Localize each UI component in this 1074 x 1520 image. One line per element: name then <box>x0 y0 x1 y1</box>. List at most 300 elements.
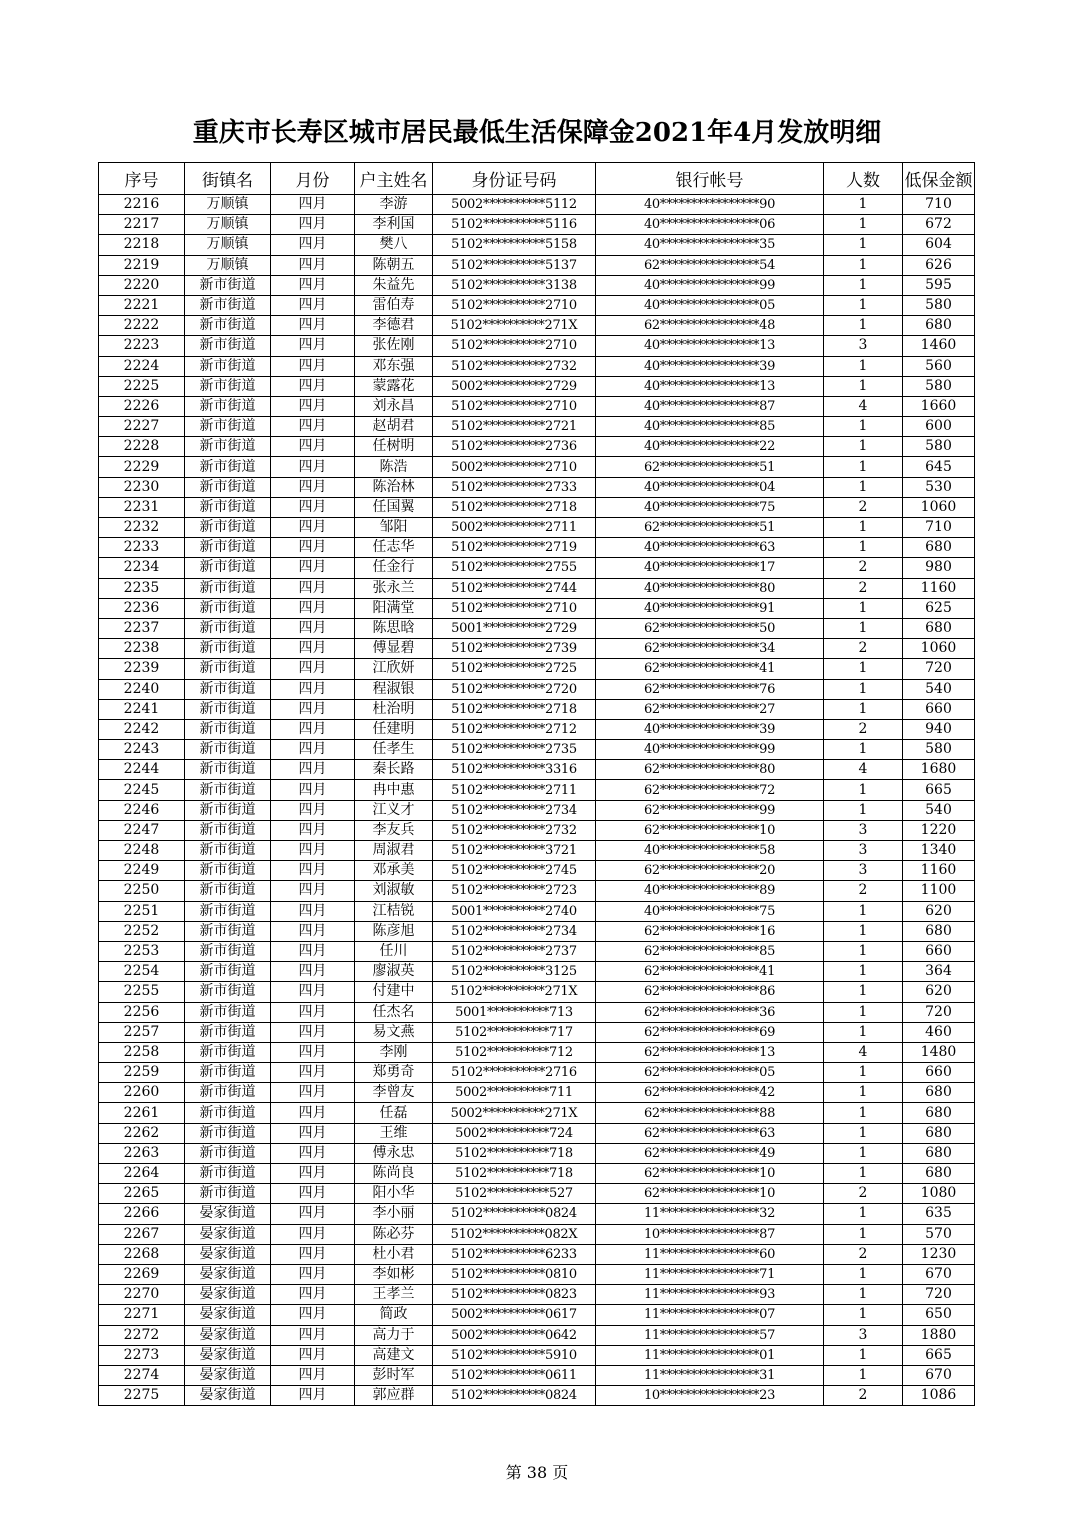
cell-month: 四月 <box>271 1164 355 1184</box>
cell-id-number: 5102**********5158 <box>433 235 596 255</box>
cell-serial: 2264 <box>99 1164 185 1184</box>
cell-month: 四月 <box>271 941 355 961</box>
table-row <box>99 1123 975 1143</box>
cell-id-number: 5102**********2734 <box>433 800 596 820</box>
cell-id-number: 5102**********0810 <box>433 1264 596 1284</box>
cell-serial: 2228 <box>99 437 185 457</box>
cell-town: 新市街道 <box>185 1103 271 1123</box>
cell-people-count: 1 <box>824 1204 903 1224</box>
cell-people-count: 2 <box>824 497 903 517</box>
cell-month: 四月 <box>271 316 355 336</box>
cell-bank-account: 40****************17 <box>596 558 824 578</box>
cell-bank-account: 62****************48 <box>596 316 824 336</box>
cell-id-number: 5102**********2710 <box>433 336 596 356</box>
cell-serial: 2253 <box>99 941 185 961</box>
cell-id-number: 5102**********3721 <box>433 841 596 861</box>
table-row <box>99 396 975 416</box>
cell-householder: 任志华 <box>355 538 433 558</box>
cell-householder: 王孝兰 <box>355 1285 433 1305</box>
cell-bank-account: 40****************13 <box>596 336 824 356</box>
cell-bank-account: 11****************31 <box>596 1365 824 1385</box>
cell-serial: 2230 <box>99 477 185 497</box>
cell-amount: 940 <box>903 719 975 739</box>
cell-serial: 2248 <box>99 841 185 861</box>
cell-serial: 2235 <box>99 578 185 598</box>
table-row <box>99 1002 975 1022</box>
cell-id-number: 5102**********0824 <box>433 1386 596 1406</box>
cell-householder: 李利国 <box>355 215 433 235</box>
cell-people-count: 1 <box>824 901 903 921</box>
cell-id-number: 5102**********712 <box>433 1042 596 1062</box>
cell-bank-account: 11****************93 <box>596 1285 824 1305</box>
cell-amount: 680 <box>903 618 975 638</box>
cell-serial: 2247 <box>99 820 185 840</box>
cell-town: 新市街道 <box>185 982 271 1002</box>
cell-amount: 1680 <box>903 760 975 780</box>
cell-householder: 彭时军 <box>355 1365 433 1385</box>
cell-month: 四月 <box>271 1305 355 1325</box>
cell-id-number: 5102**********2737 <box>433 941 596 961</box>
cell-householder: 陈朝五 <box>355 255 433 275</box>
cell-householder: 李小丽 <box>355 1204 433 1224</box>
table-row <box>99 841 975 861</box>
cell-householder: 高建文 <box>355 1345 433 1365</box>
cell-month: 四月 <box>271 1063 355 1083</box>
table-row <box>99 982 975 1002</box>
cell-amount: 580 <box>903 376 975 396</box>
cell-bank-account: 40****************75 <box>596 901 824 921</box>
table-row <box>99 679 975 699</box>
table-row <box>99 1386 975 1406</box>
cell-town: 晏家街道 <box>185 1264 271 1284</box>
cell-people-count: 2 <box>824 1184 903 1204</box>
cell-town: 新市街道 <box>185 841 271 861</box>
cell-amount: 710 <box>903 195 975 215</box>
cell-people-count: 1 <box>824 1022 903 1042</box>
table-row <box>99 497 975 517</box>
cell-month: 四月 <box>271 841 355 861</box>
cell-amount: 680 <box>903 1143 975 1163</box>
cell-bank-account: 40****************05 <box>596 295 824 315</box>
cell-id-number: 5002**********724 <box>433 1123 596 1143</box>
cell-serial: 2263 <box>99 1143 185 1163</box>
table-row <box>99 760 975 780</box>
cell-people-count: 1 <box>824 1305 903 1325</box>
cell-serial: 2251 <box>99 901 185 921</box>
cell-amount: 1340 <box>903 841 975 861</box>
table-row <box>99 861 975 881</box>
cell-month: 四月 <box>271 760 355 780</box>
cell-amount: 680 <box>903 538 975 558</box>
table-row <box>99 316 975 336</box>
cell-householder: 刘永昌 <box>355 396 433 416</box>
cell-people-count: 1 <box>824 1224 903 1244</box>
cell-bank-account: 10****************23 <box>596 1386 824 1406</box>
cell-amount: 720 <box>903 1285 975 1305</box>
cell-householder: 江义才 <box>355 800 433 820</box>
table-row <box>99 639 975 659</box>
cell-id-number: 5102**********2720 <box>433 679 596 699</box>
cell-month: 四月 <box>271 962 355 982</box>
cell-amount: 635 <box>903 1204 975 1224</box>
table-row <box>99 1143 975 1163</box>
cell-month: 四月 <box>271 639 355 659</box>
cell-town: 新市街道 <box>185 1022 271 1042</box>
cell-bank-account: 40****************91 <box>596 598 824 618</box>
cell-serial: 2220 <box>99 275 185 295</box>
cell-id-number: 5102**********2725 <box>433 659 596 679</box>
cell-serial: 2242 <box>99 719 185 739</box>
table-row <box>99 1103 975 1123</box>
cell-serial: 2271 <box>99 1305 185 1325</box>
cell-serial: 2223 <box>99 336 185 356</box>
header-id-number: 身份证号码 <box>433 163 596 195</box>
cell-householder: 陈浩 <box>355 457 433 477</box>
cell-bank-account: 62****************51 <box>596 518 824 538</box>
cell-serial: 2238 <box>99 639 185 659</box>
cell-serial: 2250 <box>99 881 185 901</box>
cell-householder: 任建明 <box>355 719 433 739</box>
cell-month: 四月 <box>271 921 355 941</box>
cell-id-number: 5002**********271X <box>433 1103 596 1123</box>
cell-people-count: 1 <box>824 538 903 558</box>
cell-amount: 680 <box>903 1083 975 1103</box>
cell-householder: 杜小君 <box>355 1244 433 1264</box>
cell-amount: 626 <box>903 255 975 275</box>
cell-people-count: 1 <box>824 1103 903 1123</box>
cell-householder: 王维 <box>355 1123 433 1143</box>
cell-id-number: 5102**********2745 <box>433 861 596 881</box>
cell-people-count: 1 <box>824 921 903 941</box>
cell-town: 晏家街道 <box>185 1305 271 1325</box>
cell-id-number: 5002**********0642 <box>433 1325 596 1345</box>
cell-serial: 2229 <box>99 457 185 477</box>
cell-id-number: 5002**********2729 <box>433 376 596 396</box>
cell-town: 新市街道 <box>185 275 271 295</box>
cell-month: 四月 <box>271 497 355 517</box>
cell-bank-account: 40****************13 <box>596 376 824 396</box>
cell-people-count: 1 <box>824 1345 903 1365</box>
table-row <box>99 1042 975 1062</box>
table-row <box>99 417 975 437</box>
cell-amount: 720 <box>903 1002 975 1022</box>
cell-serial: 2258 <box>99 1042 185 1062</box>
cell-town: 新市街道 <box>185 437 271 457</box>
cell-town: 新市街道 <box>185 699 271 719</box>
cell-serial: 2240 <box>99 679 185 699</box>
cell-month: 四月 <box>271 235 355 255</box>
cell-amount: 1060 <box>903 639 975 659</box>
cell-town: 万顺镇 <box>185 195 271 215</box>
cell-householder: 郭应群 <box>355 1386 433 1406</box>
cell-serial: 2218 <box>99 235 185 255</box>
cell-bank-account: 40****************90 <box>596 195 824 215</box>
cell-people-count: 1 <box>824 659 903 679</box>
cell-id-number: 5002**********2710 <box>433 457 596 477</box>
cell-bank-account: 62****************34 <box>596 639 824 659</box>
cell-id-number: 5102**********2734 <box>433 921 596 941</box>
cell-bank-account: 11****************07 <box>596 1305 824 1325</box>
cell-people-count: 1 <box>824 457 903 477</box>
cell-month: 四月 <box>271 820 355 840</box>
table-row <box>99 1083 975 1103</box>
cell-id-number: 5102**********0611 <box>433 1365 596 1385</box>
cell-serial: 2237 <box>99 618 185 638</box>
cell-month: 四月 <box>271 518 355 538</box>
cell-people-count: 1 <box>824 235 903 255</box>
cell-amount: 680 <box>903 1103 975 1123</box>
cell-bank-account: 40****************85 <box>596 417 824 437</box>
cell-town: 新市街道 <box>185 316 271 336</box>
table-row <box>99 820 975 840</box>
cell-householder: 陈思晗 <box>355 618 433 638</box>
cell-householder: 任金行 <box>355 558 433 578</box>
cell-month: 四月 <box>271 699 355 719</box>
cell-bank-account: 62****************13 <box>596 1042 824 1062</box>
cell-people-count: 1 <box>824 1063 903 1083</box>
cell-householder: 任国翼 <box>355 497 433 517</box>
cell-amount: 660 <box>903 1063 975 1083</box>
cell-month: 四月 <box>271 215 355 235</box>
cell-town: 新市街道 <box>185 396 271 416</box>
cell-bank-account: 40****************75 <box>596 497 824 517</box>
cell-bank-account: 62****************63 <box>596 1123 824 1143</box>
cell-serial: 2217 <box>99 215 185 235</box>
cell-people-count: 1 <box>824 1083 903 1103</box>
cell-id-number: 5102**********082X <box>433 1224 596 1244</box>
cell-people-count: 1 <box>824 679 903 699</box>
cell-id-number: 5002**********0617 <box>433 1305 596 1325</box>
cell-town: 晏家街道 <box>185 1244 271 1264</box>
cell-householder: 任磊 <box>355 1103 433 1123</box>
cell-householder: 李游 <box>355 195 433 215</box>
cell-amount: 570 <box>903 1224 975 1244</box>
cell-bank-account: 62****************99 <box>596 800 824 820</box>
table-row <box>99 901 975 921</box>
cell-amount: 650 <box>903 1305 975 1325</box>
table-row <box>99 921 975 941</box>
cell-town: 新市街道 <box>185 1042 271 1062</box>
cell-householder: 江欣妍 <box>355 659 433 679</box>
cell-id-number: 5102**********2719 <box>433 538 596 558</box>
cell-month: 四月 <box>271 1184 355 1204</box>
cell-people-count: 1 <box>824 518 903 538</box>
cell-bank-account: 40****************99 <box>596 740 824 760</box>
cell-householder: 冉中惠 <box>355 780 433 800</box>
cell-amount: 1060 <box>903 497 975 517</box>
cell-town: 新市街道 <box>185 1143 271 1163</box>
cell-people-count: 1 <box>824 215 903 235</box>
cell-id-number: 5102**********6233 <box>433 1244 596 1264</box>
cell-householder: 杜治明 <box>355 699 433 719</box>
cell-serial: 2265 <box>99 1184 185 1204</box>
cell-bank-account: 62****************41 <box>596 659 824 679</box>
table-row <box>99 376 975 396</box>
cell-amount: 540 <box>903 679 975 699</box>
cell-id-number: 5102**********5116 <box>433 215 596 235</box>
cell-amount: 672 <box>903 215 975 235</box>
header-bank-account: 银行帐号 <box>596 163 824 195</box>
cell-bank-account: 40****************89 <box>596 881 824 901</box>
table-row <box>99 881 975 901</box>
cell-id-number: 5102**********3316 <box>433 760 596 780</box>
cell-month: 四月 <box>271 538 355 558</box>
cell-bank-account: 11****************32 <box>596 1204 824 1224</box>
cell-bank-account: 40****************22 <box>596 437 824 457</box>
cell-serial: 2272 <box>99 1325 185 1345</box>
cell-month: 四月 <box>271 477 355 497</box>
header-householder: 户主姓名 <box>355 163 433 195</box>
cell-bank-account: 62****************41 <box>596 962 824 982</box>
cell-id-number: 5002**********711 <box>433 1083 596 1103</box>
cell-serial: 2231 <box>99 497 185 517</box>
cell-serial: 2241 <box>99 699 185 719</box>
cell-month: 四月 <box>271 780 355 800</box>
cell-serial: 2266 <box>99 1204 185 1224</box>
table-row <box>99 558 975 578</box>
cell-people-count: 1 <box>824 962 903 982</box>
cell-town: 新市街道 <box>185 336 271 356</box>
cell-amount: 665 <box>903 1345 975 1365</box>
table-row <box>99 215 975 235</box>
cell-id-number: 5102**********2718 <box>433 699 596 719</box>
cell-town: 新市街道 <box>185 800 271 820</box>
cell-householder: 雷伯寿 <box>355 295 433 315</box>
cell-householder: 傅永忠 <box>355 1143 433 1163</box>
cell-bank-account: 11****************01 <box>596 1345 824 1365</box>
cell-serial: 2254 <box>99 962 185 982</box>
cell-id-number: 5102**********3125 <box>433 962 596 982</box>
cell-householder: 任孝生 <box>355 740 433 760</box>
cell-amount: 364 <box>903 962 975 982</box>
cell-month: 四月 <box>271 861 355 881</box>
table-row <box>99 740 975 760</box>
cell-amount: 460 <box>903 1022 975 1042</box>
cell-id-number: 5102**********527 <box>433 1184 596 1204</box>
cell-amount: 670 <box>903 1264 975 1284</box>
cell-serial: 2232 <box>99 518 185 538</box>
cell-householder: 陈治林 <box>355 477 433 497</box>
cell-people-count: 2 <box>824 881 903 901</box>
cell-people-count: 4 <box>824 1042 903 1062</box>
table-row <box>99 477 975 497</box>
table-row <box>99 1022 975 1042</box>
table-row <box>99 457 975 477</box>
cell-householder: 任川 <box>355 941 433 961</box>
cell-bank-account: 62****************42 <box>596 1083 824 1103</box>
cell-town: 新市街道 <box>185 598 271 618</box>
table-row <box>99 235 975 255</box>
cell-amount: 1880 <box>903 1325 975 1345</box>
cell-id-number: 5102**********0823 <box>433 1285 596 1305</box>
cell-month: 四月 <box>271 598 355 618</box>
cell-householder: 任杰名 <box>355 1002 433 1022</box>
cell-bank-account: 62****************16 <box>596 921 824 941</box>
cell-amount: 600 <box>903 417 975 437</box>
cell-amount: 645 <box>903 457 975 477</box>
cell-town: 晏家街道 <box>185 1345 271 1365</box>
cell-bank-account: 40****************80 <box>596 578 824 598</box>
cell-serial: 2267 <box>99 1224 185 1244</box>
cell-town: 晏家街道 <box>185 1204 271 1224</box>
cell-town: 新市街道 <box>185 376 271 396</box>
cell-id-number: 5001**********713 <box>433 1002 596 1022</box>
table-row <box>99 1184 975 1204</box>
cell-bank-account: 11****************71 <box>596 1264 824 1284</box>
cell-town: 新市街道 <box>185 618 271 638</box>
cell-amount: 595 <box>903 275 975 295</box>
table-row <box>99 336 975 356</box>
table-row <box>99 699 975 719</box>
table-row <box>99 195 975 215</box>
cell-people-count: 4 <box>824 760 903 780</box>
cell-amount: 1100 <box>903 881 975 901</box>
cell-people-count: 1 <box>824 598 903 618</box>
cell-month: 四月 <box>271 195 355 215</box>
cell-bank-account: 62****************69 <box>596 1022 824 1042</box>
cell-householder: 易文燕 <box>355 1022 433 1042</box>
cell-month: 四月 <box>271 1325 355 1345</box>
cell-bank-account: 11****************57 <box>596 1325 824 1345</box>
cell-month: 四月 <box>271 255 355 275</box>
header-town: 街镇名 <box>185 163 271 195</box>
cell-people-count: 1 <box>824 316 903 336</box>
cell-serial: 2239 <box>99 659 185 679</box>
cell-bank-account: 62****************86 <box>596 982 824 1002</box>
cell-householder: 邹阳 <box>355 518 433 538</box>
cell-id-number: 5102**********2739 <box>433 639 596 659</box>
cell-people-count: 1 <box>824 1365 903 1385</box>
cell-amount: 710 <box>903 518 975 538</box>
cell-amount: 580 <box>903 740 975 760</box>
cell-people-count: 2 <box>824 1244 903 1264</box>
cell-amount: 560 <box>903 356 975 376</box>
cell-town: 新市街道 <box>185 356 271 376</box>
cell-month: 四月 <box>271 1386 355 1406</box>
cell-month: 四月 <box>271 1365 355 1385</box>
cell-people-count: 1 <box>824 1143 903 1163</box>
page-title: 重庆市长寿区城市居民最低生活保障金2021年4月发放明细 <box>192 118 882 148</box>
table-row <box>99 941 975 961</box>
cell-bank-account: 62****************85 <box>596 941 824 961</box>
cell-amount: 680 <box>903 1123 975 1143</box>
cell-amount: 625 <box>903 598 975 618</box>
table-row <box>99 295 975 315</box>
cell-serial: 2227 <box>99 417 185 437</box>
cell-people-count: 1 <box>824 417 903 437</box>
header-month: 月份 <box>271 163 355 195</box>
cell-town: 新市街道 <box>185 457 271 477</box>
cell-serial: 2261 <box>99 1103 185 1123</box>
cell-town: 晏家街道 <box>185 1325 271 1345</box>
cell-serial: 2274 <box>99 1365 185 1385</box>
cell-month: 四月 <box>271 578 355 598</box>
cell-town: 新市街道 <box>185 901 271 921</box>
cell-bank-account: 62****************72 <box>596 780 824 800</box>
cell-serial: 2233 <box>99 538 185 558</box>
cell-id-number: 5102**********2711 <box>433 780 596 800</box>
cell-amount: 1460 <box>903 336 975 356</box>
cell-month: 四月 <box>271 1244 355 1264</box>
cell-month: 四月 <box>271 740 355 760</box>
cell-month: 四月 <box>271 275 355 295</box>
table-row <box>99 356 975 376</box>
cell-month: 四月 <box>271 1143 355 1163</box>
cell-serial: 2243 <box>99 740 185 760</box>
cell-householder: 任树明 <box>355 437 433 457</box>
table-row <box>99 578 975 598</box>
cell-amount: 1080 <box>903 1184 975 1204</box>
